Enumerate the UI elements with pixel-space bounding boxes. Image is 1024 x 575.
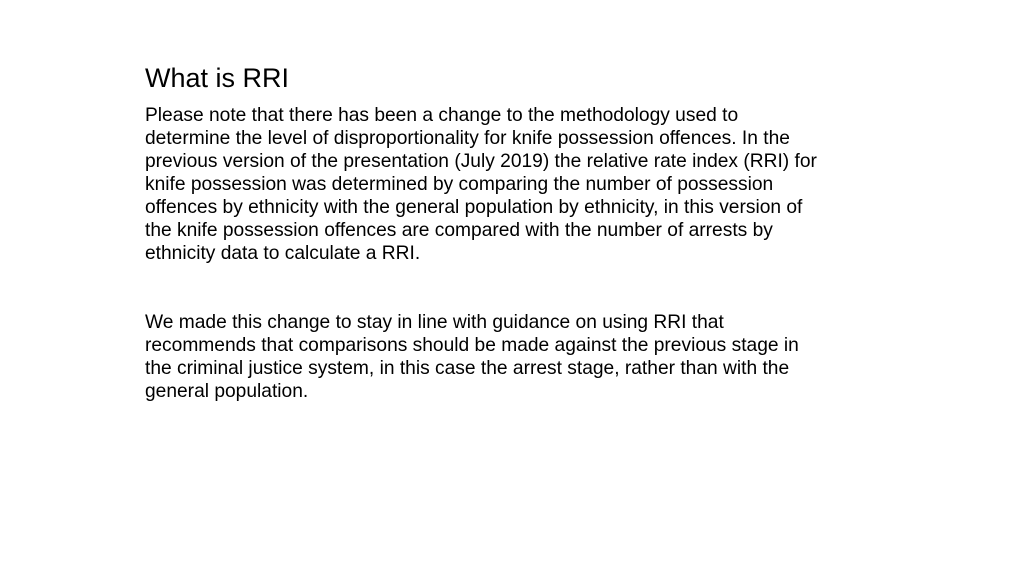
slide-title: What is RRI [145,63,290,93]
paragraph-spacer [145,265,905,311]
text-line: the knife possession offences are compared with the number of arrests by [145,220,773,241]
text-line: We made this change to stay in line with guidance on using RRI that [145,312,724,333]
text-line: general population. [145,381,309,402]
text-line: Please note that there has been a change to the methodology used to [145,105,739,126]
text-line: recommends that comparisons should be made against the previous stage in [145,335,799,356]
paragraph-methodology-change [145,104,905,265]
text-line: offences by ethnicity with the general population by ethnicity, in this version of [145,197,803,218]
text-line: previous version of the presentation (July 2019) the relative rate index (RRI) for [145,151,817,172]
text-line: determine the level of disproportionality for knife possession offences. In the [145,128,790,149]
slide-body [145,104,905,403]
text-line: the criminal justice system, in this case the arrest stage, rather than with the [145,358,790,379]
paragraph-guidance [145,311,905,403]
text-line: knife possession was determined by comparing the number of possession [145,174,774,195]
text-line: ethnicity data to calculate a RRI. [145,243,421,264]
